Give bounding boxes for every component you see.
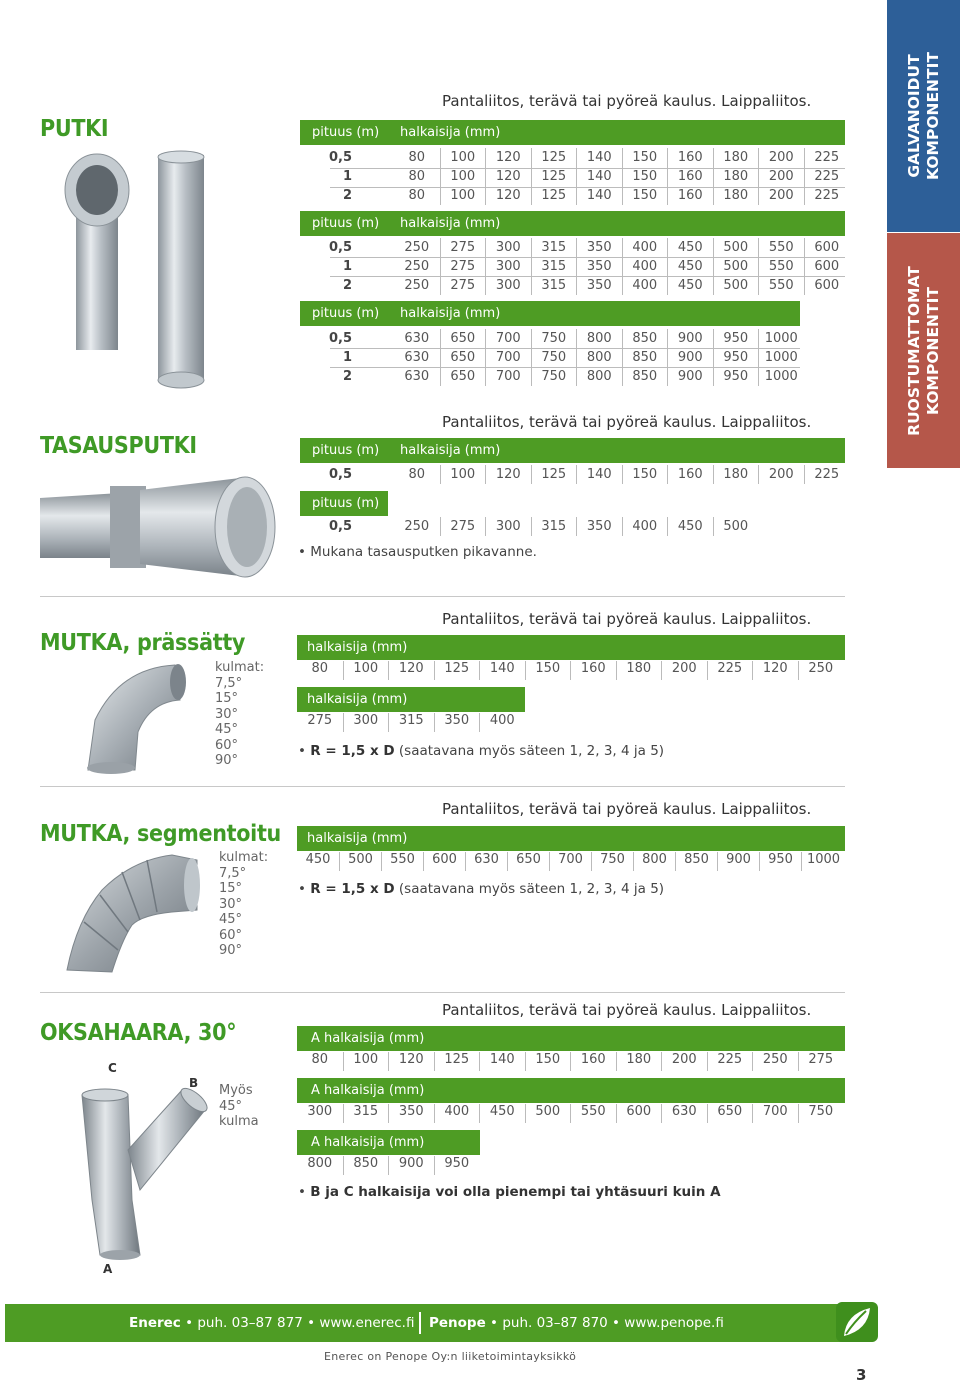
cell: 350: [434, 713, 480, 732]
angle-value: 90°: [215, 753, 239, 768]
cell: 160: [570, 661, 616, 680]
bullet-icon: •: [298, 743, 311, 759]
cell: 500: [713, 238, 759, 257]
col-diameter-header: halkaisija (mm): [400, 306, 501, 321]
row-values: [394, 148, 849, 167]
cell: 275: [440, 517, 486, 536]
bullet-icon: •: [298, 1184, 311, 1200]
cell: 250: [798, 661, 844, 680]
col-diameter-header: A halkaisija (mm): [311, 1083, 425, 1098]
cell: 450: [305, 852, 331, 867]
table-header: [297, 687, 525, 712]
table-row: [300, 167, 845, 186]
cell: 800: [576, 367, 622, 386]
row-length: 1: [342, 169, 352, 184]
section-title-tasausputki: TASAUSPUTKI: [40, 433, 197, 459]
cell: 180: [616, 1052, 662, 1071]
cell: 950: [713, 329, 759, 348]
col-diameter-header: A halkaisija (mm): [311, 1031, 425, 1046]
cell: 550: [381, 852, 423, 871]
cell: 500: [339, 852, 381, 871]
row-values: [394, 367, 804, 386]
extra-line: kulma: [219, 1114, 259, 1129]
note-formula: R = 1,5 x D: [310, 881, 395, 897]
angle-value: 30°: [215, 706, 239, 722]
cell: 250: [404, 278, 430, 293]
cell: 600: [423, 852, 465, 871]
cell: 250: [752, 1052, 798, 1071]
cell: 140: [576, 148, 622, 167]
row-length: 2: [342, 278, 352, 293]
cell: 950: [434, 1156, 480, 1175]
cell: 650: [440, 329, 486, 348]
cell: 80: [408, 169, 426, 184]
cell: 100: [343, 661, 389, 680]
cell: 630: [465, 852, 507, 871]
table-row: [300, 465, 845, 484]
sidebar-tab-stainless-label: RUOSTUMATTOMAT KOMPONENTIT: [904, 265, 942, 436]
pipe-image: [58, 150, 218, 400]
cell: 850: [675, 852, 717, 871]
cell: 350: [576, 517, 622, 536]
section-title-mutka-segmentoitu: MUTKA, segmentoitu: [40, 821, 281, 847]
cell: 140: [576, 167, 622, 186]
cell: 900: [667, 329, 713, 348]
label-c: C: [108, 1061, 117, 1075]
cell: 120: [485, 186, 531, 205]
cell: 650: [440, 348, 486, 367]
cell: 600: [804, 257, 850, 276]
cell: 225: [804, 465, 850, 484]
cell: 225: [707, 661, 753, 680]
cell: 600: [616, 1104, 662, 1123]
leaf-logo-icon: [836, 1302, 878, 1342]
cell: 100: [440, 186, 486, 205]
cell: 500: [713, 517, 759, 536]
branch-image: [70, 1080, 220, 1260]
cell: 400: [479, 713, 525, 732]
angles-list: [215, 660, 264, 769]
cell: 150: [622, 186, 668, 205]
col-diameter-header: halkaisija (mm): [400, 125, 501, 140]
table-header: [300, 491, 388, 516]
cell: 180: [713, 167, 759, 186]
col-length-header: pituus (m): [312, 216, 380, 231]
table-row: [300, 517, 760, 536]
col-length-header: pituus (m): [312, 496, 380, 511]
cell: 400: [622, 276, 668, 295]
cell: 225: [707, 1052, 753, 1071]
cell: 100: [440, 167, 486, 186]
cell: 750: [531, 329, 577, 348]
elbow-pressed-image: [80, 660, 205, 775]
cell: 160: [667, 186, 713, 205]
cell: 800: [633, 852, 675, 871]
col-length-header: pituus (m): [312, 306, 380, 321]
cell: 300: [485, 517, 531, 536]
cell: 750: [531, 367, 577, 386]
col-diameter-header: halkaisija (mm): [400, 216, 501, 231]
cell: 900: [667, 348, 713, 367]
footer-enerec-info[interactable]: puh. 03–87 877 • www.enerec.fi: [197, 1315, 415, 1331]
cell: 600: [804, 276, 850, 295]
footer-penope-info[interactable]: puh. 03–87 870 • www.penope.fi: [502, 1315, 724, 1331]
cell: 120: [485, 148, 531, 167]
cell: 125: [434, 661, 480, 680]
col-length-header: pituus (m): [312, 125, 380, 140]
cell: 140: [576, 186, 622, 205]
cell: 400: [434, 1104, 480, 1123]
cell: 550: [758, 257, 804, 276]
note-text: (saatavana myös säteen 1, 2, 3, 4 ja 5): [398, 881, 665, 897]
cell: 450: [667, 276, 713, 295]
row-length: 0,5: [328, 331, 352, 346]
page-number: 3: [856, 1366, 867, 1382]
cell: 500: [713, 257, 759, 276]
table-row: [300, 348, 800, 367]
table-header: [300, 211, 845, 236]
cell: 900: [667, 367, 713, 386]
table-row: [297, 1104, 843, 1123]
cell: 315: [531, 517, 577, 536]
angle-value: 90°: [219, 943, 243, 958]
cell: 80: [408, 188, 426, 203]
cell: 850: [622, 367, 668, 386]
cell: 120: [388, 1052, 434, 1071]
row-values: [394, 517, 758, 536]
cell: 225: [804, 167, 850, 186]
note-text: (saatavana myös säteen 1, 2, 3, 4 ja 5): [398, 743, 665, 759]
table-row: [300, 367, 800, 386]
cell: 140: [576, 465, 622, 484]
elbow-segmented-image: [62, 850, 207, 975]
note-mutka-segmentoitu: [298, 881, 664, 897]
angle-value: 30°: [219, 896, 243, 912]
angle-value: 15°: [219, 881, 243, 896]
cell: 180: [616, 661, 662, 680]
cell: 200: [661, 1052, 707, 1071]
cell: 900: [388, 1156, 434, 1175]
cell: 950: [713, 367, 759, 386]
table-row: [300, 148, 845, 167]
table-header: [300, 301, 800, 326]
cell: 80: [311, 661, 329, 676]
cell: 450: [479, 1104, 525, 1123]
cell: 315: [388, 713, 434, 732]
row-values: [394, 257, 849, 276]
row-length: 0,5: [328, 519, 352, 534]
col-diameter-header: halkaisija (mm): [307, 640, 408, 655]
cell: 950: [759, 852, 801, 871]
angle-value: 45°: [215, 722, 239, 737]
angle-value: 60°: [215, 737, 239, 753]
angle-value: 15°: [215, 691, 239, 706]
cell: 315: [531, 238, 577, 257]
cell: 125: [434, 1052, 480, 1071]
cell: 315: [531, 257, 577, 276]
cell: 180: [713, 465, 759, 484]
cell: 300: [485, 276, 531, 295]
cell: 275: [440, 276, 486, 295]
table-header: [300, 120, 845, 145]
cell: 650: [440, 367, 486, 386]
angles-list: [219, 850, 268, 959]
angles-label: kulmat:: [219, 850, 269, 865]
footer-enerec-name: Enerec: [129, 1315, 181, 1331]
cell: 700: [485, 367, 531, 386]
sidebar-tab-stainless[interactable]: [887, 233, 960, 468]
row-values: [394, 167, 849, 186]
col-length-header: pituus (m): [312, 443, 380, 458]
row-values: [394, 465, 849, 484]
cell: 550: [758, 276, 804, 295]
cell: 275: [440, 257, 486, 276]
note-text: Mukana tasausputken pikavanne.: [310, 544, 537, 560]
section-title-putki: PUTKI: [40, 116, 109, 142]
cell: 160: [667, 167, 713, 186]
cell: 250: [404, 519, 430, 534]
cell: 550: [758, 238, 804, 257]
cell: 315: [343, 1104, 389, 1123]
cell: 850: [343, 1156, 389, 1175]
row-length: 1: [342, 350, 352, 365]
cell: 225: [804, 148, 850, 167]
subtitle-oksahaara: Pantaliitos, terävä tai pyöreä kaulus. Laippaliitos.: [442, 1001, 812, 1019]
cell: 300: [307, 1104, 333, 1119]
expansion-pipe-image: [40, 468, 300, 586]
cell: 200: [758, 186, 804, 205]
cell: 300: [343, 713, 389, 732]
cell: 125: [531, 465, 577, 484]
cell: 180: [713, 186, 759, 205]
table-row: [297, 1156, 479, 1175]
cell: 150: [525, 1052, 571, 1071]
table-header: [297, 826, 845, 851]
cell: 150: [525, 661, 571, 680]
cell: 700: [485, 329, 531, 348]
cell: 100: [440, 465, 486, 484]
cell: 120: [485, 167, 531, 186]
cell: 700: [752, 1104, 798, 1123]
subtitle-mutka-prassatty: Pantaliitos, terävä tai pyöreä kaulus. Laippaliitos.: [442, 610, 812, 628]
cell: 800: [576, 329, 622, 348]
table-row: [297, 1052, 843, 1071]
row-length: 0,5: [328, 240, 352, 255]
subtitle-tasausputki: Pantaliitos, terävä tai pyöreä kaulus. Laippaliitos.: [442, 413, 812, 431]
cell: 630: [404, 331, 430, 346]
cell: 100: [440, 148, 486, 167]
cell: 160: [570, 1052, 616, 1071]
cell: 350: [576, 257, 622, 276]
note-tasausputki: [298, 544, 537, 560]
cell: 80: [311, 1052, 329, 1067]
cell: 700: [549, 852, 591, 871]
cell: 200: [758, 465, 804, 484]
sidebar-tab-galvanized-label: GALVANOIDUT KOMPONENTIT: [904, 52, 942, 180]
footer-bar: Enerec • puh. 03–87 877 • www.enerec.fi Penope • puh. 03–87 870 • www.penope.fi: [5, 1304, 877, 1342]
cell: 275: [440, 238, 486, 257]
note-mutka-prassatty: [298, 743, 664, 759]
table-row: [300, 186, 845, 205]
cell: 850: [622, 348, 668, 367]
cell: 450: [667, 517, 713, 536]
cell: 650: [507, 852, 549, 871]
sidebar-tab-galvanized[interactable]: [887, 0, 960, 232]
cell: 80: [408, 467, 426, 482]
row-values: [394, 276, 849, 295]
cell: 100: [343, 1052, 389, 1071]
extra-line: Myös: [219, 1083, 253, 1098]
cell: 120: [752, 661, 798, 680]
col-diameter-header: A halkaisija (mm): [311, 1135, 425, 1150]
cell: 350: [576, 276, 622, 295]
cell: 275: [798, 1052, 844, 1071]
row-length: 0,5: [328, 150, 352, 165]
cell: 120: [485, 465, 531, 484]
footer-penope-name: Penope: [429, 1315, 486, 1331]
cell: 500: [713, 276, 759, 295]
cell: 1000: [758, 348, 804, 367]
cell: 200: [661, 661, 707, 680]
note-formula: R = 1,5 x D: [310, 743, 395, 759]
row-values: [394, 238, 849, 257]
note-oksahaara: [298, 1184, 721, 1200]
table-header: [297, 1130, 480, 1155]
cell: 140: [479, 661, 525, 680]
row-length: 1: [342, 259, 352, 274]
cell: 150: [622, 148, 668, 167]
cell: 850: [622, 329, 668, 348]
angle-value: 7,5°: [219, 865, 247, 881]
cell: 350: [576, 238, 622, 257]
cell: 750: [591, 852, 633, 871]
label-a: A: [103, 1262, 113, 1276]
cell: 80: [408, 150, 426, 165]
angles-label: kulmat:: [215, 660, 265, 675]
table-header: [297, 635, 845, 660]
cell: 550: [570, 1104, 616, 1123]
table-row: [300, 257, 845, 276]
cell: 300: [485, 238, 531, 257]
cell: 800: [576, 348, 622, 367]
cell: 120: [388, 661, 434, 680]
bullet-icon: •: [298, 881, 311, 897]
cell: 1000: [758, 367, 804, 386]
table-header: [297, 1026, 845, 1051]
row-values: [394, 348, 804, 367]
cell: 250: [404, 240, 430, 255]
subtitle-putki: Pantaliitos, terävä tai pyöreä kaulus. Laippaliitos.: [442, 92, 812, 110]
cell: 125: [531, 167, 577, 186]
row-length: 2: [342, 188, 352, 203]
row-length: 2: [342, 369, 352, 384]
row-values: [394, 329, 804, 348]
cell: 900: [717, 852, 759, 871]
cell: 650: [707, 1104, 753, 1123]
section-title-oksahaara: OKSAHAARA, 30°: [40, 1020, 237, 1046]
cell: 600: [804, 238, 850, 257]
footer-divider: [419, 1312, 421, 1334]
table-row: [297, 713, 525, 732]
cell: 1000: [801, 852, 845, 871]
cell: 800: [307, 1156, 333, 1171]
cell: 700: [485, 348, 531, 367]
cell: 350: [388, 1104, 434, 1123]
cell: 140: [479, 1052, 525, 1071]
table-row: [300, 238, 845, 257]
cell: 150: [622, 167, 668, 186]
cell: 630: [404, 350, 430, 365]
cell: 400: [622, 517, 668, 536]
table-row: [297, 852, 845, 871]
row-values: [394, 186, 849, 205]
table-header: [300, 438, 845, 463]
cell: 160: [667, 465, 713, 484]
cell: 150: [622, 465, 668, 484]
note-text: B ja C halkaisija voi olla pienempi tai yhtäsuuri kuin A: [310, 1184, 721, 1200]
cell: 275: [307, 713, 333, 728]
cell: 750: [531, 348, 577, 367]
cell: 125: [531, 148, 577, 167]
cell: 630: [404, 369, 430, 384]
cell: 225: [804, 186, 850, 205]
cell: 450: [667, 257, 713, 276]
subtitle-mutka-segmentoitu: Pantaliitos, terävä tai pyöreä kaulus. Laippaliitos.: [442, 800, 812, 818]
cell: 250: [404, 259, 430, 274]
table-header: [297, 1078, 845, 1103]
row-length: 0,5: [328, 467, 352, 482]
extra-line: 45°: [219, 1098, 243, 1114]
cell: 125: [531, 186, 577, 205]
cell: 300: [485, 257, 531, 276]
cell: 450: [667, 238, 713, 257]
cell: 160: [667, 148, 713, 167]
cell: 180: [713, 148, 759, 167]
cell: 950: [713, 348, 759, 367]
cell: 630: [661, 1104, 707, 1123]
cell: 750: [798, 1104, 844, 1123]
table-row: [297, 661, 843, 680]
cell: 315: [531, 276, 577, 295]
angle-value: 60°: [219, 927, 243, 943]
col-diameter-header: halkaisija (mm): [307, 831, 408, 846]
cell: 1000: [758, 329, 804, 348]
col-diameter-header: halkaisija (mm): [307, 692, 408, 707]
footer-subline: Enerec on Penope Oy:n liiketoimintayksikkö: [324, 1350, 577, 1363]
table-row: [300, 276, 845, 295]
label-b: B: [189, 1076, 199, 1090]
cell: 200: [758, 167, 804, 186]
branch-extra-note: [219, 1083, 259, 1130]
cell: 500: [525, 1104, 571, 1123]
section-title-mutka-prassatty: MUTKA, prässätty: [40, 630, 246, 656]
angle-value: 7,5°: [215, 675, 243, 691]
table-row: [300, 329, 800, 348]
cell: 400: [622, 257, 668, 276]
angle-value: 45°: [219, 912, 243, 927]
col-diameter-header: halkaisija (mm): [400, 443, 501, 458]
cell: 200: [758, 148, 804, 167]
cell: 400: [622, 238, 668, 257]
bullet-icon: •: [298, 544, 311, 560]
